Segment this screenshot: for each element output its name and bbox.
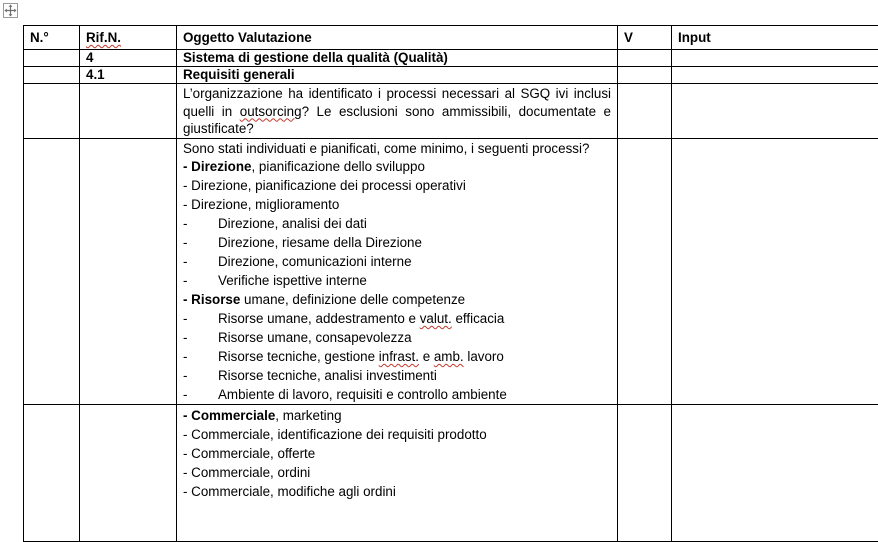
section-n-cell[interactable] bbox=[24, 50, 80, 67]
q1-text-part2: ? Le esclusioni sono ammissibili, documentate e giustificate? bbox=[183, 104, 611, 137]
dash: - bbox=[183, 233, 218, 252]
dash: - bbox=[183, 252, 218, 271]
section-input-cell[interactable] bbox=[672, 50, 878, 67]
q2-risorse-bold: - Risorse bbox=[183, 292, 240, 307]
section-num: 4 bbox=[80, 50, 177, 67]
q2-sub-ris-3-b: e bbox=[419, 349, 434, 364]
subsection-input-cell[interactable] bbox=[672, 67, 878, 84]
header-v: V bbox=[618, 26, 672, 50]
dash: - bbox=[183, 328, 218, 347]
dash: - bbox=[183, 214, 218, 233]
q2-text-cell bbox=[177, 138, 618, 405]
q2-v-cell[interactable] bbox=[618, 138, 672, 405]
dash: - bbox=[183, 385, 218, 404]
q1-rif-cell[interactable] bbox=[80, 84, 177, 139]
dash: - bbox=[183, 366, 218, 385]
dash: - bbox=[183, 347, 218, 366]
move-arrows-icon bbox=[4, 4, 17, 17]
q2-sub-ris-4 bbox=[183, 366, 611, 385]
subsection-n-cell[interactable] bbox=[24, 67, 80, 84]
q2-dir-line-2: - Direzione, pianificazione dei processi operativi bbox=[183, 176, 611, 195]
q1-spell-word: outsorcing bbox=[240, 104, 302, 119]
q2-sub-dir-2-text: Direzione, riesame della Direzione bbox=[218, 235, 422, 250]
section-v-cell[interactable] bbox=[618, 50, 672, 67]
q2-sub-ris-1-b: efficacia bbox=[452, 311, 505, 326]
q2-sub-dir-4-text: Verifiche ispettive interne bbox=[218, 273, 367, 288]
q3-line-2: - Commerciale, identificazione dei requisiti prodotto bbox=[183, 425, 611, 444]
q3-rif-cell[interactable] bbox=[80, 405, 177, 542]
header-oggetto: Oggetto Valutazione bbox=[177, 26, 618, 50]
evaluation-table-container bbox=[23, 25, 878, 542]
q2-n-cell[interactable] bbox=[24, 138, 80, 405]
q3-commerciale-rest: , marketing bbox=[275, 408, 341, 423]
section-title: Sistema di gestione della qualità (Qualità) bbox=[177, 50, 618, 67]
q2-sub-ris-3-spell-1: infrast. bbox=[379, 349, 419, 364]
q2-direzione-bold: - Direzione bbox=[183, 159, 251, 174]
q2-sub-ris-4-text: Risorse tecniche, analisi investimenti bbox=[218, 368, 437, 383]
q3-line-4: - Commerciale, ordini bbox=[183, 463, 611, 482]
q3-n-cell[interactable] bbox=[24, 405, 80, 542]
q3-commerciale-bold: - Commerciale bbox=[183, 408, 275, 423]
q2-direzione-rest: , pianificazione dello sviluppo bbox=[251, 159, 424, 174]
q2-sub-ris-3 bbox=[183, 347, 611, 366]
q2-sub-dir-1-text: Direzione, analisi dei dati bbox=[218, 216, 367, 231]
q2-sub-dir-3-text: Direzione, comunicazioni interne bbox=[218, 254, 412, 269]
q3-line-5: - Commerciale, modifiche agli ordini bbox=[183, 482, 611, 501]
table-move-handle[interactable] bbox=[3, 3, 18, 18]
q2-sub-dir-2 bbox=[183, 233, 611, 252]
q2-dir-line-3: - Direzione, miglioramento bbox=[183, 195, 611, 214]
section-row bbox=[24, 50, 878, 67]
q1-text-cell bbox=[177, 84, 618, 139]
header-rif bbox=[80, 26, 177, 50]
q2-sub-ris-5 bbox=[183, 385, 611, 404]
q2-input-cell[interactable] bbox=[672, 138, 878, 405]
question-row-1 bbox=[24, 84, 878, 139]
q2-sub-dir-1 bbox=[183, 214, 611, 233]
q2-sub-ris-1-spell: valut. bbox=[420, 311, 452, 326]
q2-sub-ris-3-a: Risorse tecniche, gestione bbox=[218, 349, 379, 364]
q1-v-cell[interactable] bbox=[618, 84, 672, 139]
q1-input-cell[interactable] bbox=[672, 84, 878, 139]
q3-v-cell[interactable] bbox=[618, 405, 672, 542]
q2-direzione-line bbox=[183, 157, 611, 176]
q2-sub-ris-2 bbox=[183, 328, 611, 347]
q3-commerciale-line bbox=[183, 406, 611, 425]
q2-risorse-rest: umane, definizione delle competenze bbox=[240, 292, 465, 307]
q2-sub-ris-1 bbox=[183, 309, 611, 328]
q2-sub-ris-2-text: Risorse umane, consapevolezza bbox=[218, 330, 412, 345]
header-input: Input bbox=[672, 26, 878, 50]
q2-sub-ris-5-text: Ambiente di lavoro, requisiti e controllo ambiente bbox=[218, 387, 507, 402]
evaluation-table bbox=[23, 25, 878, 542]
q3-spacer bbox=[183, 501, 611, 541]
subsection-title: Requisiti generali bbox=[177, 67, 618, 84]
q3-input-cell[interactable] bbox=[672, 405, 878, 542]
dash: - bbox=[183, 271, 218, 290]
header-rif-label: Rif.N. bbox=[86, 30, 121, 45]
q3-line-3: - Commerciale, offerte bbox=[183, 444, 611, 463]
q1-text-part1: L’organizzazione ha identificato i processi necessari al SGQ ivi inclusi quelli in bbox=[183, 86, 611, 119]
q2-sub-ris-3-c: lavoro bbox=[464, 349, 504, 364]
header-n: N.° bbox=[24, 26, 80, 50]
question-row-2 bbox=[24, 138, 878, 405]
q2-sub-ris-1-a: Risorse umane, addestramento e bbox=[218, 311, 420, 326]
q2-risorse-line bbox=[183, 290, 611, 309]
q2-sub-ris-3-spell-2: amb. bbox=[434, 349, 464, 364]
subsection-num: 4.1 bbox=[80, 67, 177, 84]
subsection-row bbox=[24, 67, 878, 84]
subsection-v-cell[interactable] bbox=[618, 67, 672, 84]
question-row-3 bbox=[24, 405, 878, 542]
dash: - bbox=[183, 309, 218, 328]
q3-text-cell bbox=[177, 405, 618, 542]
q2-sub-dir-3 bbox=[183, 252, 611, 271]
q1-text bbox=[183, 85, 611, 138]
q2-rif-cell[interactable] bbox=[80, 138, 177, 405]
q2-intro: Sono stati individuati e pianificati, come minimo, i seguenti processi? bbox=[183, 140, 611, 158]
q2-sub-dir-4 bbox=[183, 271, 611, 290]
header-row bbox=[24, 26, 878, 50]
q1-n-cell[interactable] bbox=[24, 84, 80, 139]
